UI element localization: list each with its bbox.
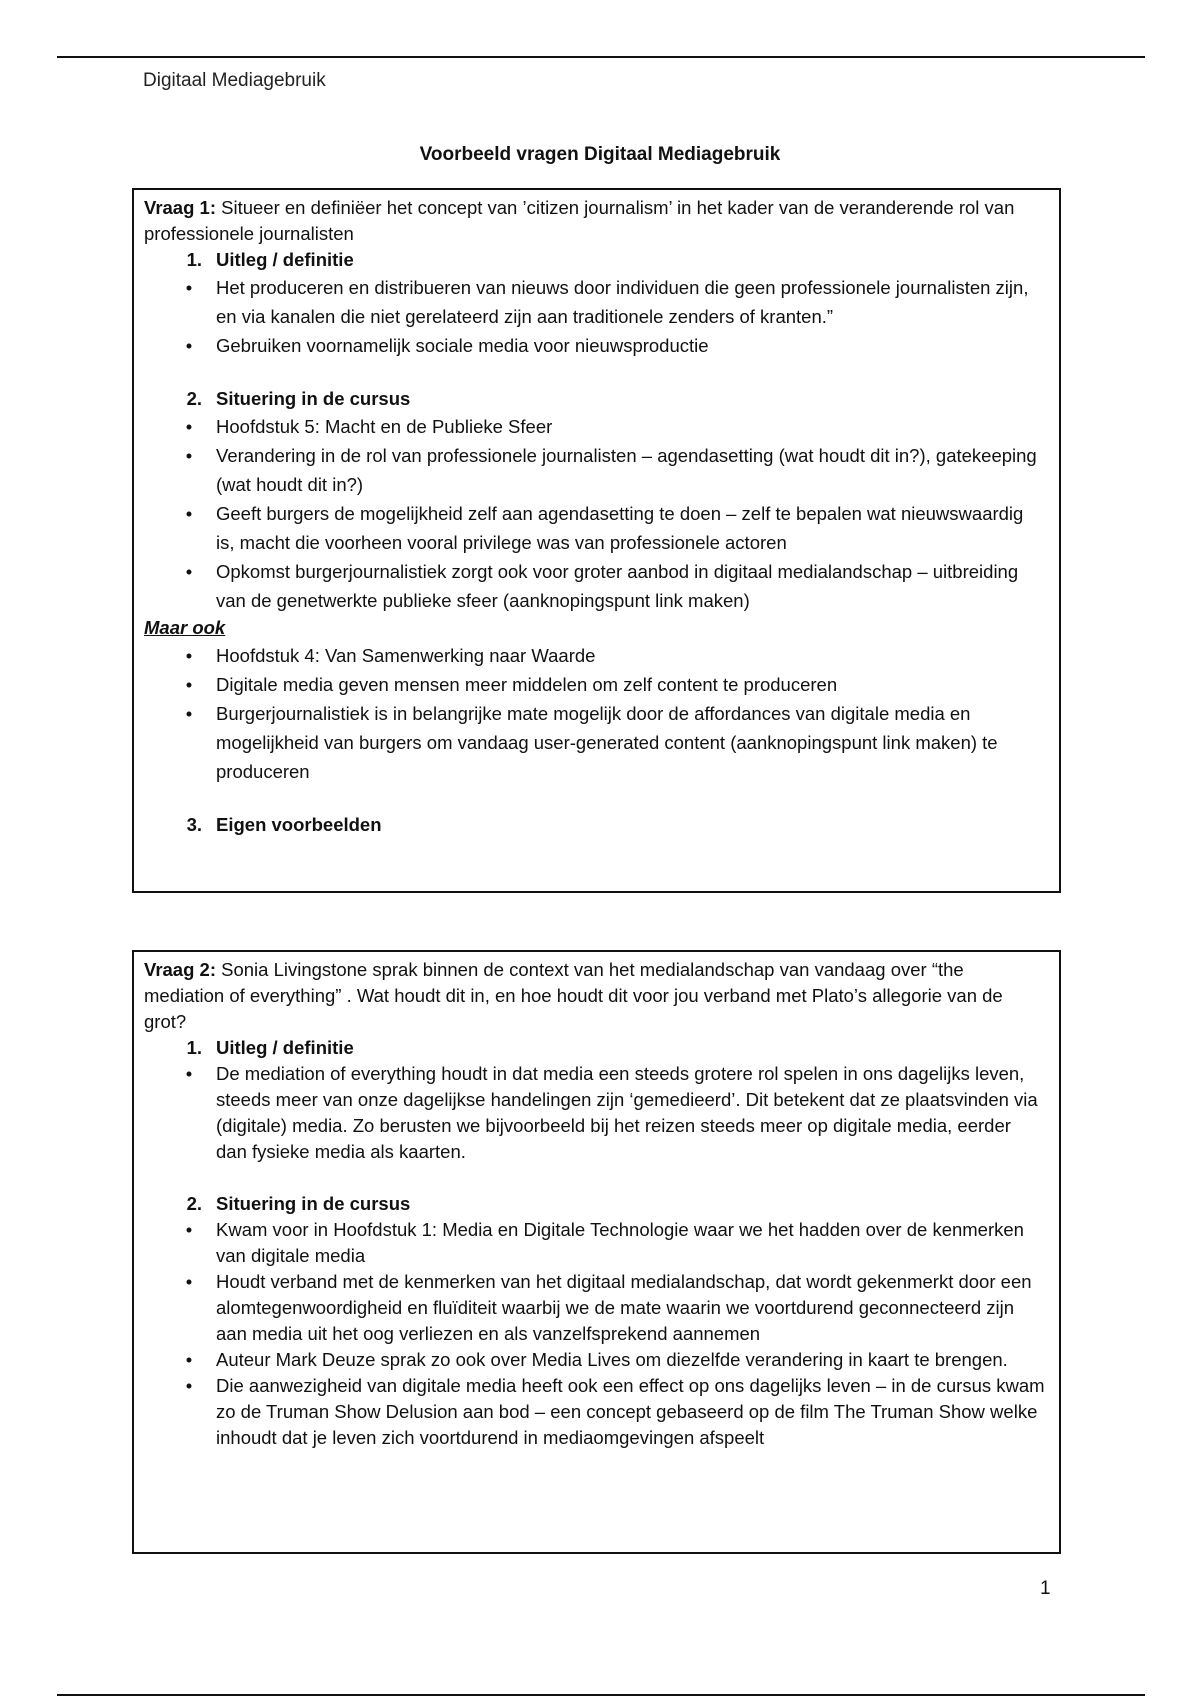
list-item: • Opkomst burgerjournalistiek zorgt ook voor groter aanbod in digitaal medialandschap – uitbreiding van de genetwerkte publieke sfeer (aanknopingspunt link maken) — [144, 557, 1049, 615]
list-item: • Auteur Mark Deuze sprak zo ook over Media Lives om diezelfde verandering in kaart te brengen. — [144, 1347, 1049, 1373]
bullet-icon: • — [185, 1271, 193, 1292]
header-rule — [57, 56, 1145, 58]
question-2-text — [144, 957, 1049, 1035]
list-item: • Gebruiken voornamelijk sociale media voor nieuwsproductie — [144, 331, 1049, 360]
list-item: • Die aanwezigheid van digitale media heeft ook een effect op ons dagelijks leven – in de cursus kwam zo de Truman Show Delusion aan bod – een concept gebaseerd op de film The Truman Show welke inhoudt dat je leven zich voortdurend in mediaomgevingen afspeelt — [144, 1373, 1049, 1451]
list-item: • Hoofdstuk 4: Van Samenwerking naar Waarde — [144, 641, 1049, 670]
bullet-icon: • — [185, 645, 193, 666]
bullet-icon: • — [185, 1375, 193, 1396]
maar-ook-heading: Maar ook — [144, 617, 226, 638]
bullet-icon: • — [185, 277, 193, 298]
list-item: • Houdt verband met de kenmerken van het digitaal medialandschap, dat wordt gekenmerkt door een alomtegenwoordigheid en fluïditeit waarbij we de mate waarin we voortdurend geconnecteerd zijn aan media uit het oog verliezen en als vanzelfsprekend aannemen — [144, 1269, 1049, 1347]
q1-maar-ook-list — [144, 641, 1049, 786]
q2-situering-list — [144, 1217, 1049, 1451]
bullet-icon: • — [185, 1219, 193, 1240]
q1-definition-list — [144, 273, 1049, 360]
q2-section-heading — [144, 1035, 1049, 1061]
section-number: 2. — [186, 1193, 202, 1214]
bullet-icon: • — [185, 1349, 193, 1370]
section-title: Eigen voorbeelden — [216, 814, 382, 835]
spacer — [144, 1165, 1049, 1191]
section-number: 1. — [186, 249, 202, 270]
q1-section-heading — [144, 812, 1049, 838]
section-title: Uitleg / definitie — [216, 249, 354, 270]
section-title: Uitleg / definitie — [216, 1037, 354, 1058]
bullet-icon: • — [185, 503, 193, 524]
question-1-box — [132, 188, 1061, 893]
list-item: • Het produceren en distribueren van nieuws door individuen die geen professionele journalisten zijn, en via kanalen die niet gerelateerd zijn aan traditionele zenders of kranten.” — [144, 273, 1049, 331]
list-item: • Hoofdstuk 5: Macht en de Publieke Sfeer — [144, 412, 1049, 441]
q2-section-heading — [144, 1191, 1049, 1217]
question-1-label: Vraag 1: — [144, 197, 216, 218]
section-title: Situering in de cursus — [216, 1193, 411, 1214]
bullet-icon: • — [185, 1063, 193, 1084]
document-title: Voorbeeld vragen Digitaal Mediagebruik — [419, 144, 781, 165]
bullet-icon: • — [185, 445, 193, 466]
q1-situering-list — [144, 412, 1049, 615]
bullet-icon: • — [185, 416, 193, 437]
section-number: 1. — [186, 1037, 202, 1058]
question-2-label: Vraag 2: — [144, 959, 216, 980]
q1-section-heading — [144, 386, 1049, 412]
section-number: 2. — [186, 388, 202, 409]
list-item: • Geeft burgers de mogelijkheid zelf aan agendasetting te doen – zelf te bepalen wat nieuwswaardig is, macht die voorheen vooral privilege was van professionele actoren — [144, 499, 1049, 557]
q2-definition-list — [144, 1061, 1049, 1165]
list-item: • Verandering in de rol van professionele journalisten – agendasetting (wat houdt dit in?), gatekeeping (wat houdt dit in?) — [144, 441, 1049, 499]
list-item: • De mediation of everything houdt in dat media een steeds grotere rol spelen in ons dagelijks leven, steeds meer van onze dagelijkse handelingen zijn ‘gemedieerd’. Dit betekent dat ze plaatsvinden via (digitale) media. Zo berusten we bijvoorbeeld bij het reizen steeds meer op digitale media, eerder dan fysieke media als kaarten. — [144, 1061, 1049, 1165]
page-number: 1 — [1040, 1578, 1051, 1599]
bullet-icon: • — [185, 674, 193, 695]
bullet-icon: • — [185, 335, 193, 356]
question-1-body: Situeer en definiëer het concept van ’citizen journalism’ in het kader van de veranderende rol van professionele journalisten — [144, 197, 1015, 244]
question-2-body: Sonia Livingstone sprak binnen de context van het medialandschap van vandaag over “the mediation of everything” . Wat houdt dit in, en hoe houdt dit voor jou verband met Plato’s allegorie van de grot? — [144, 959, 1003, 1032]
question-1-text — [144, 195, 1049, 247]
spacer — [144, 360, 1049, 386]
question-2-box — [132, 950, 1061, 1554]
spacer — [144, 786, 1049, 812]
section-number: 3. — [186, 814, 202, 835]
section-title: Situering in de cursus — [216, 388, 411, 409]
footer-rule — [57, 1694, 1145, 1696]
list-item: • Burgerjournalistiek is in belangrijke mate mogelijk door de affordances van digitale media en mogelijkheid van burgers om vandaag user-generated content (aanknopingspunt link maken) te produceren — [144, 699, 1049, 786]
list-item: • Digitale media geven mensen meer middelen om zelf content te produceren — [144, 670, 1049, 699]
q1-section-heading — [144, 247, 1049, 273]
bullet-icon: • — [185, 561, 193, 582]
bullet-icon: • — [185, 703, 193, 724]
list-item: • Kwam voor in Hoofdstuk 1: Media en Digitale Technologie waar we het hadden over de kenmerken van digitale media — [144, 1217, 1049, 1269]
running-header: Digitaal Mediagebruik — [143, 70, 326, 91]
